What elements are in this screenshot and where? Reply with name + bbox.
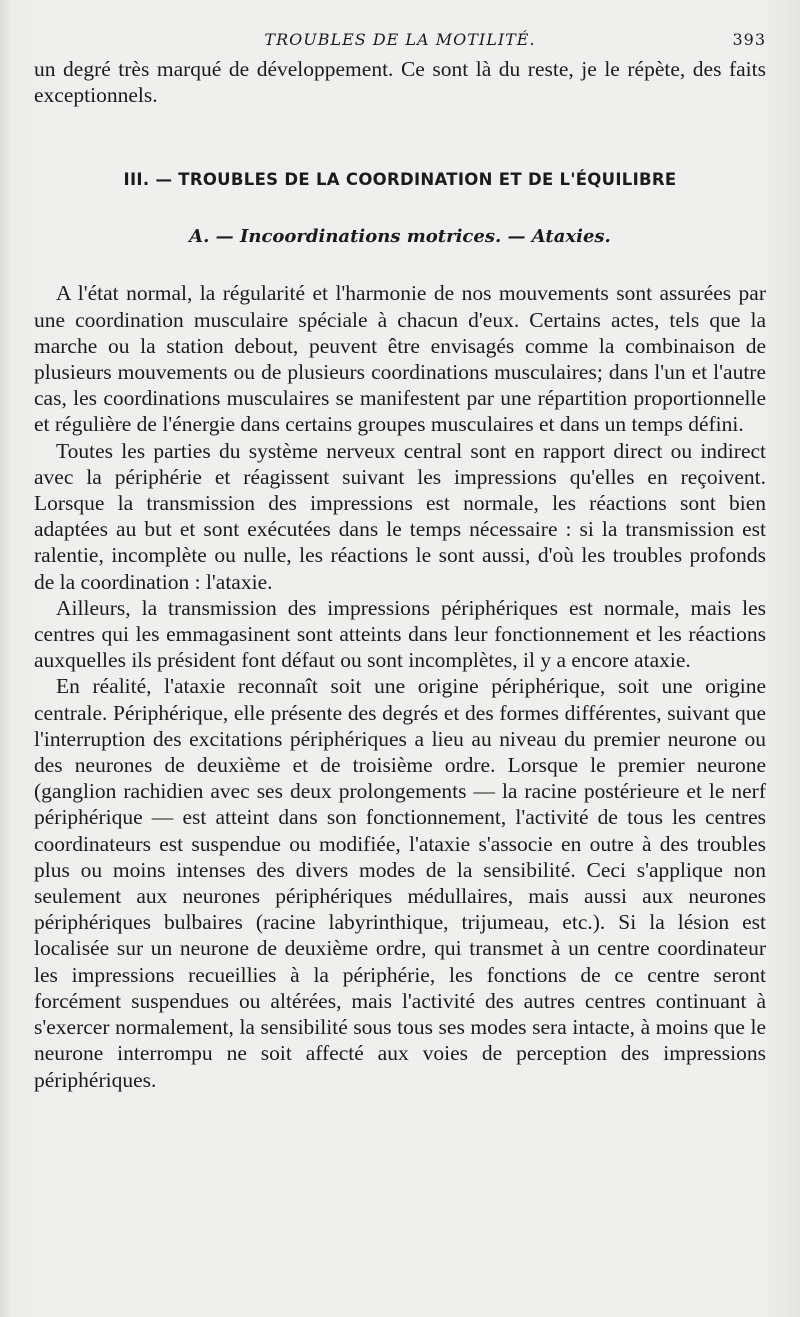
paragraph: Toutes les parties du système nerveux central sont en rapport direct ou indirect avec la périphérie et réagissent suivant les impressions qu'elles en reçoivent. Lorsque la transmission des impressions est normale, les réactions sont bien adaptées au but et sont exécutées dans le temps nécessaire : si la transmission est ralentie, incomplète ou nulle, les réactions le sont aussi, d'où les troubles profonds de la coordination : l'ataxie. xyxy=(34,438,766,594)
body-text xyxy=(34,56,766,108)
section-body xyxy=(34,280,766,1092)
paragraph: Ailleurs, la transmission des impressions périphériques est normale, mais les centres qui les emmagasinent sont atteints dans leur fonctionnement et les réactions auxquelles ils président font défaut ou sont incomplètes, il y a encore ataxie. xyxy=(34,595,766,673)
section-heading: III. — TROUBLES DE LA COORDINATION ET DE L'ÉQUILIBRE xyxy=(123,170,677,190)
intro-paragraph: un degré très marqué de développement. Ce sont là du reste, je le répète, des faits exceptionnels. xyxy=(34,57,766,108)
page-number: 393 xyxy=(732,30,766,49)
paragraph: A l'état normal, la régularité et l'harmonie de nos mouvements sont assurées par une coordination musculaire spéciale à chacun d'eux. Certains actes, tels que la marche ou la station debout, peuvent être envisagés comme la combinaison de plusieurs mouvements ou de plusieurs coordinations musculaires; dans l'un et l'autre cas, les coordinations musculaires se manifestent par une répartition proportionnelle et régulière de l'énergie dans certains groupes musculaires et dans un temps défini. xyxy=(34,281,766,437)
running-title: TROUBLES DE LA MOTILITÉ. xyxy=(264,30,536,49)
running-head xyxy=(34,26,766,56)
subsection-heading: A. — Incoordinations motrices. — Ataxies. xyxy=(189,226,611,248)
paragraph: En réalité, l'ataxie reconnaît soit une origine périphérique, soit une origine centrale. Périphérique, elle présente des degrés et des formes différentes, suivant que l'interruption des excitations périphériques a lieu au niveau du premier neurone ou des neurones de deuxième et de troisième ordre. Lorsque le premier neurone (ganglion rachidien avec ses deux prolongements — la racine postérieure et le nerf périphérique — est atteint dans son fonctionnement, l'activité de tous les centres coordinateurs est suspendue ou modifiée, l'ataxie s'associe en outre à des troubles plus ou moins intenses des divers modes de la sensibilité. Ceci s'applique non seulement aux neurones périphériques médullaires, mais aussi aux neurones périphériques bulbaires (racine labyrinthique, trijumeau, etc.). Si la lésion est localisée sur un neurone de deuxième ordre, qui transmet à un centre coordinateur les impressions recueillies à la périphérie, les fonctions de ce centre seront forcément suspendues ou altérées, mais l'activité des autres centres continuant à s'exercer normalement, la sensibilité sous tous ses modes sera intacte, à moins que le neurone interrompu ne soit affecté aux voies de perception des impressions périphériques. xyxy=(34,674,766,1092)
